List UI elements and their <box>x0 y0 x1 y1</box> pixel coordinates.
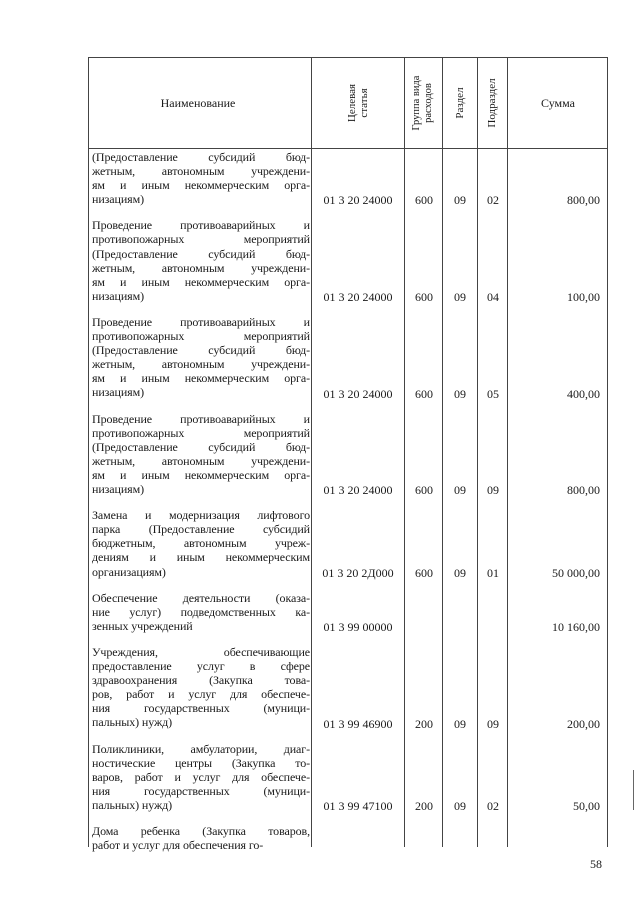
row-amount: 100,00 <box>567 289 600 304</box>
row-name-line: пальных) нужд) <box>92 715 173 730</box>
row-group: 200 <box>415 716 433 731</box>
row-section: 09 <box>454 386 466 401</box>
row-name <box>92 218 310 303</box>
row-name-line: ям и иным некоммерческим орга- <box>92 274 310 289</box>
row-name-line: Проведение противоаварийных и <box>92 218 310 233</box>
row-name-line: пальных) нужд) <box>92 797 173 812</box>
row-name <box>92 742 310 812</box>
row-name <box>92 150 310 206</box>
header-group: Группа вида расходов <box>411 75 434 131</box>
row-subsection: 05 <box>487 386 499 401</box>
row-name-line: парка (Предоставление субсидий <box>92 522 310 537</box>
row-amount: 50 000,00 <box>552 565 600 580</box>
row-section: 09 <box>454 289 466 304</box>
row-name-line: Учреждения, обеспечивающие <box>92 645 310 659</box>
row-name-line: ния государственных (муници- <box>92 701 310 716</box>
row-subsection: 09 <box>487 483 499 498</box>
row-name-line: противопожарных мероприятий <box>92 232 310 247</box>
row-group: 600 <box>415 565 433 580</box>
row-code: 01 3 20 2Д000 <box>322 565 394 580</box>
header-name: Наименование <box>160 95 236 110</box>
header-section: Раздел <box>454 87 466 119</box>
row-name-line: (Предоставление субсидий бюд- <box>92 439 310 454</box>
row-subsection: 01 <box>487 565 499 580</box>
row-amount: 800,00 <box>567 483 600 498</box>
row-name-line: бюджетным, автономным учреж- <box>92 536 310 551</box>
row-name-line: Проведение противоаварийных и <box>92 315 310 329</box>
row-name-line: (Предоставление субсидий бюд- <box>92 343 310 358</box>
row-name-line: жетным, автономным учреждени- <box>92 453 310 468</box>
row-subsection: 02 <box>487 193 499 208</box>
row-code: 01 3 20 24000 <box>323 289 393 304</box>
row-name-line: работ и услуг для обеспечения го- <box>92 838 264 853</box>
row-name-line: низациям) <box>92 288 144 303</box>
row-group: 600 <box>415 386 433 401</box>
row-name-line: предоставление услуг в сфере <box>92 659 310 674</box>
row-name-line: низациям) <box>92 385 144 400</box>
row-name-line: (Предоставление субсидий бюд- <box>92 246 310 261</box>
row-group: 600 <box>415 483 433 498</box>
header-target: Целевая статья <box>346 83 370 123</box>
row-code: 01 3 20 24000 <box>323 193 393 208</box>
row-name <box>92 824 310 852</box>
row-group: 200 <box>415 798 433 813</box>
row-name-line: ностические центры (Закупка то- <box>92 755 310 770</box>
row-code: 01 3 99 00000 <box>323 619 393 634</box>
row-name-line: ния государственных (муници- <box>92 783 310 798</box>
row-name-line: низациям) <box>92 482 144 497</box>
row-amount: 800,00 <box>567 193 600 208</box>
row-subsection: 02 <box>487 798 499 813</box>
row-section: 09 <box>454 716 466 731</box>
row-code: 01 3 20 24000 <box>323 386 393 401</box>
scan-edge-mark <box>633 770 634 810</box>
row-name-line: противопожарных мероприятий <box>92 329 310 344</box>
row-name-line: ров, работ и услуг для обеспече- <box>92 687 310 702</box>
row-section: 09 <box>454 798 466 813</box>
row-name <box>92 591 310 633</box>
row-group: 600 <box>415 289 433 304</box>
row-name-line: Обеспечение деятельности (оказа- <box>92 590 310 605</box>
row-amount: 200,00 <box>567 716 600 731</box>
row-name-line: ние услуг) подведомственных ка- <box>92 604 310 619</box>
header-subsection: Подраздел <box>486 78 498 128</box>
row-name-line: зенных учреждений <box>92 618 193 633</box>
row-subsection: 09 <box>487 716 499 731</box>
row-code: 01 3 99 46900 <box>323 716 393 731</box>
header-amount: Сумма <box>541 95 575 110</box>
row-name <box>92 315 310 400</box>
row-name-line: ям и иным некоммерческим орга- <box>92 371 310 386</box>
row-name-line: Дома ребенка (Закупка товаров, <box>92 824 310 839</box>
row-name-line: здравоохранения (Закупка това- <box>92 673 310 688</box>
row-name-line: (Предоставление субсидий бюд- <box>92 150 310 164</box>
row-name <box>92 508 310 578</box>
row-subsection: 04 <box>487 289 499 304</box>
row-name-line: дениям и иным некоммерческим <box>92 550 310 565</box>
row-section: 09 <box>454 565 466 580</box>
row-name-line: Проведение противоаварийных и <box>92 411 310 426</box>
row-section: 09 <box>454 483 466 498</box>
row-amount: 50,00 <box>573 798 600 813</box>
page-number: 58 <box>590 857 602 871</box>
row-name-line: противопожарных мероприятий <box>92 425 310 440</box>
header-bottom-border <box>88 148 608 149</box>
row-name-line: жетным, автономным учреждени- <box>92 164 310 179</box>
row-name-line: ям и иным некоммерческим орга- <box>92 178 310 193</box>
row-name-line: ям и иным некоммерческим орга- <box>92 467 310 482</box>
row-name-line: варов, работ и услуг для обеспече- <box>92 769 310 784</box>
row-code: 01 3 99 47100 <box>323 798 393 813</box>
row-name <box>92 412 310 497</box>
row-amount: 10 160,00 <box>552 619 600 634</box>
row-name-line: организациям) <box>92 564 166 579</box>
row-name <box>92 645 310 730</box>
row-amount: 400,00 <box>567 386 600 401</box>
row-group: 600 <box>415 193 433 208</box>
row-name-line: Замена и модернизация лифтового <box>92 508 310 523</box>
row-code: 01 3 20 24000 <box>323 483 393 498</box>
row-section: 09 <box>454 193 466 208</box>
column-divider <box>607 57 608 847</box>
row-name-line: Поликлиники, амбулатории, диаг- <box>92 741 310 756</box>
row-name-line: жетным, автономным учреждени- <box>92 260 310 275</box>
column-divider <box>88 57 89 847</box>
row-name-line: жетным, автономным учреждени- <box>92 357 310 372</box>
row-name-line: низациям) <box>92 192 144 207</box>
